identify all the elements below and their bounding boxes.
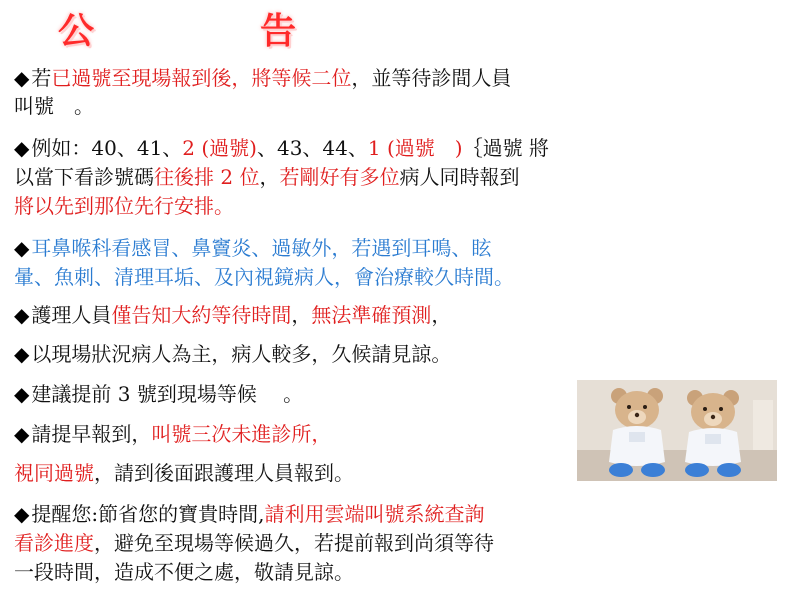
text: 護理人員 [31, 303, 112, 327]
text: 一段時間，造成不便之處，敬請見諒。 [14, 560, 354, 584]
bullet-icon: ◆ [14, 303, 30, 327]
notice-line-8 [14, 301, 451, 329]
notice-line-13 [14, 500, 485, 528]
bullet-icon: ◆ [14, 236, 30, 260]
highlight-text: 看診進度 [14, 531, 94, 555]
highlight-text: 已過號至現場報到後，將等候二位 [51, 66, 352, 90]
bullet-icon: ◆ [14, 136, 30, 160]
bullet-icon: ◆ [14, 66, 30, 90]
highlight-text: 僅告知大約等待時間 [111, 303, 292, 327]
text: 叫號 。 [14, 94, 94, 118]
text: 若 [31, 66, 52, 90]
text: ，請到後面跟護理人員報到。 [94, 461, 354, 485]
text: 以當下看診號碼 [14, 165, 154, 189]
notice-line-11 [14, 420, 331, 448]
text: ，並等待診間人員 [351, 66, 512, 90]
text: 病人同時報到 [399, 165, 520, 189]
notice-line-1 [14, 64, 511, 92]
notice-line-3 [14, 134, 549, 162]
bullet-icon: ◆ [14, 422, 30, 446]
notice-line-5 [14, 192, 234, 220]
notice-title [58, 6, 298, 50]
text: ， [431, 303, 452, 327]
notice-line-9 [14, 340, 451, 368]
title-char-1: 公 [58, 10, 97, 52]
highlight-text: 若剛好有多位 [279, 165, 400, 189]
text: 請提早報到， [31, 422, 152, 446]
highlight-text: 將以先到那位先行安排。 [14, 194, 234, 218]
highlight-text: 視同過號 [14, 461, 94, 485]
highlight-text: 無法準確預測 [311, 303, 432, 327]
teddy-bears-icon [577, 380, 777, 481]
title-char-2: 告 [259, 10, 298, 52]
notice-line-4 [14, 163, 519, 191]
bullet-icon: ◆ [14, 502, 30, 526]
text: 提醒您:節省您的寶貴時間, [31, 502, 265, 526]
text: ，避免至現場等候過久，若提前報到尚須等待 [94, 531, 494, 555]
notice-line-6 [14, 234, 491, 262]
notice-line-7 [14, 263, 514, 291]
highlight-text: 往後排 2 位 [154, 165, 260, 189]
text: 以現場狀況病人為主，病人較多，久候請見諒。 [31, 342, 452, 366]
notice-line-2 [14, 92, 94, 120]
highlight-text: 耳鼻喉科看感冒、鼻竇炎、過敏外，若遇到耳鳴、眩 [31, 236, 492, 260]
notice-line-15 [14, 558, 354, 586]
text: 例如：40、41、 [31, 136, 183, 160]
text: 、43、44、 [256, 136, 368, 160]
highlight-text: 請利用雲端叫號系統查詢 [264, 502, 485, 526]
highlight-text: 1 (過號 ) [367, 136, 463, 160]
notice-line-10 [14, 380, 303, 408]
highlight-text: 叫號三次未進診所， [151, 422, 332, 446]
text: 建議提前 3 號到現場等候 。 [31, 382, 304, 406]
text: ， [291, 303, 312, 327]
notice-line-14 [14, 529, 494, 557]
bullet-icon: ◆ [14, 342, 30, 366]
notice-line-12 [14, 459, 354, 487]
bullet-icon: ◆ [14, 382, 30, 406]
teddy-bears-photo [577, 380, 777, 481]
text: ｛過號 將 [462, 136, 549, 160]
text: ， [259, 165, 280, 189]
highlight-text: 2 (過號) [182, 136, 257, 160]
highlight-text: 暈、魚刺、清理耳垢、及內視鏡病人，會治療較久時間。 [14, 265, 514, 289]
